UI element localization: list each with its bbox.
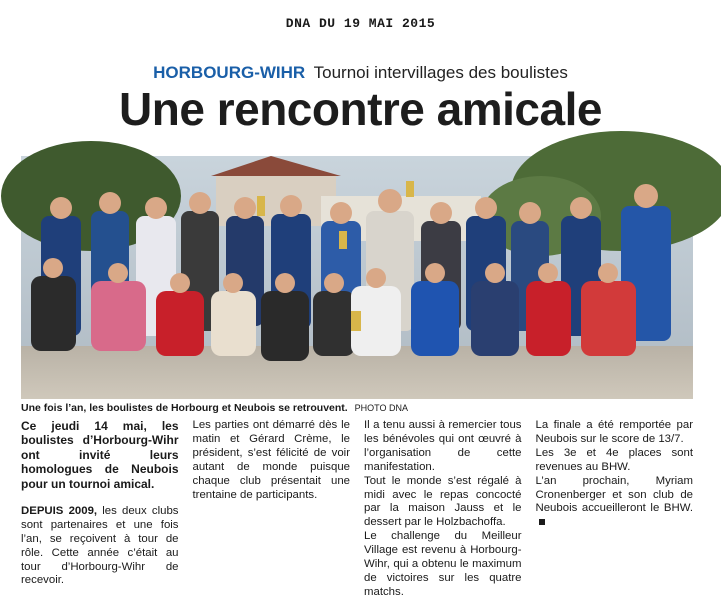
group-photo-illustration [21,156,693,399]
article-paragraph-8-text: L’an prochain, Myriam Cronenberger et son club de Neubois accueilleront le BHW. [535,474,693,515]
kicker [0,63,721,83]
photo-caption [21,402,693,414]
article-column-4 [536,419,694,559]
article-paragraph-1-text: les deux clubs sont partenaires et une fois l’an, se reçoivent à tour de rôle. Cette année c’était au tour d’Horbourg-Wihr de recevoir. [21,504,179,587]
article-column-1 [21,419,179,587]
article-paragraph-7: Les 3e et 4e places sont revenues au BHW. [535,446,693,473]
article-paragraph-1 [21,505,179,588]
kicker-place: HORBOURG-WIHR [153,63,306,82]
group-photo [21,156,693,399]
article-column-2 [193,419,351,559]
source-line: DNA DU 19 MAI 2015 [285,16,436,31]
article-paragraph-3: Il a tenu aussi à remercier tous les bénévoles qui ont œuvré à l’organisation de cette manifestation. [364,419,522,473]
article-paragraph-8 [536,475,694,531]
article-paragraph-5: Le challenge du Meilleur Village est revenu à Horbourg-Wihr, qui a obtenu le maximum de victoires sur les quatre matchs. [364,530,522,598]
article-body [21,419,693,598]
headline: Une rencontre amicale [119,83,602,135]
article-paragraph-2: Les parties ont démarré dès le matin et Gérard Crème, le président, s’est félicité de voir autant de monde puisque chaque club présentait une trentaine de participants. [192,419,350,501]
article-lead: Ce jeudi 14 mai, les boulistes d’Horbourg-Wihr ont invité leurs homologues de Neubois pour un tournoi amical. [21,419,179,491]
kicker-subtitle: Tournoi intervillages des boulistes [313,63,568,82]
article-paragraph-4: Tout le monde s’est régalé à midi avec le repas concocté par la maison Jauss et le dessert par le Holzbachoffa. [364,474,522,529]
photo-caption-text: Une fois l’an, les boulistes de Horbourg et Neubois se retrouvent. [21,402,348,414]
end-of-article-mark [539,519,545,525]
article-paragraph-6: La finale a été remportée par Neubois sur le score de 13/7. [535,419,693,445]
photo-credit: PHOTO DNA [354,403,408,413]
article-dateline: DEPUIS 2009, [21,504,98,517]
article-column-3 [364,419,522,598]
